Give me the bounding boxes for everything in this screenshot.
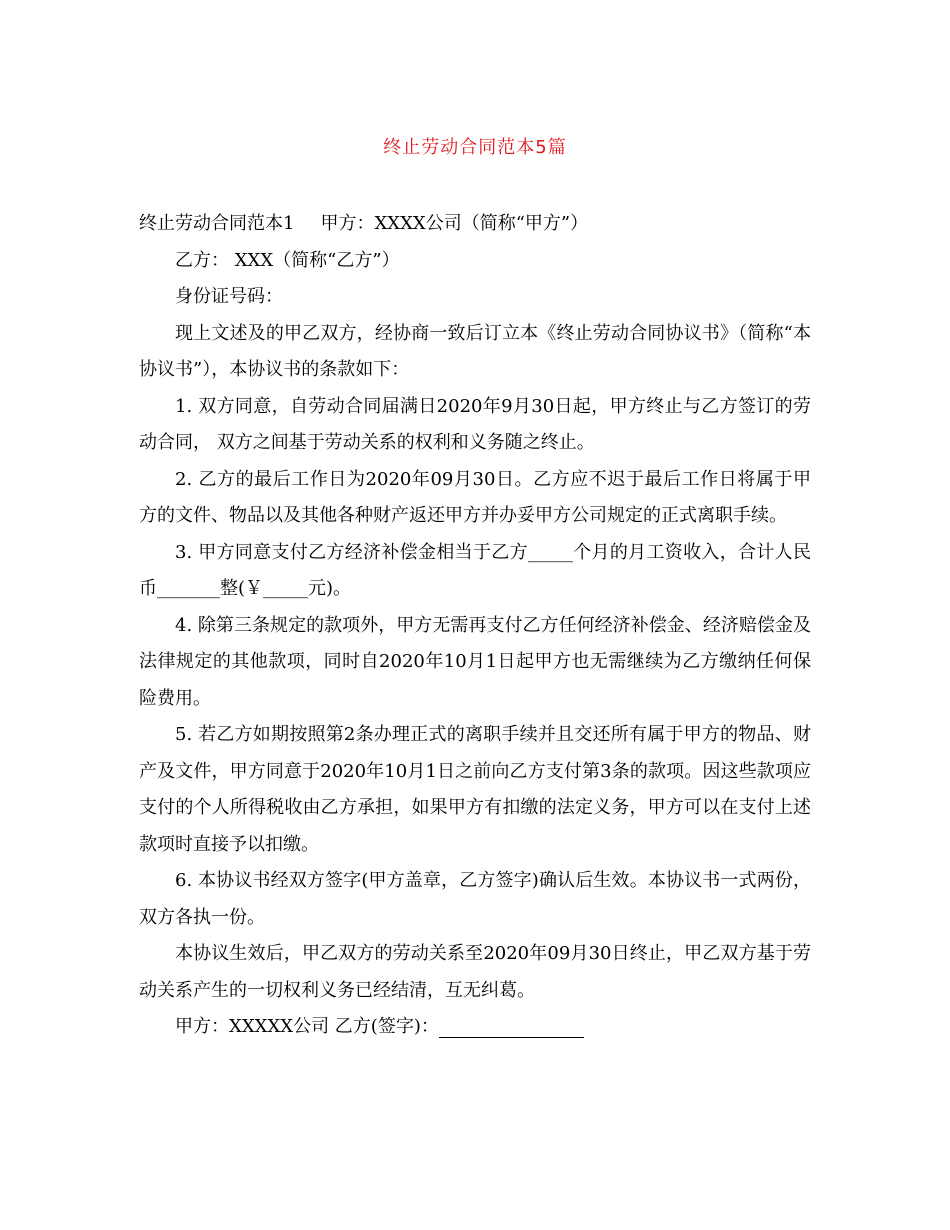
clause-3: 3. 甲方同意支付乙方经济补偿金相当于乙方_____个月的月工资收入，合计人民币_______整(￥_____元)。 [139, 541, 811, 599]
signature-label: 甲方：XXXXX公司 乙方(签字)： [175, 1016, 439, 1037]
id-number-line: 身份证号码： [175, 286, 283, 307]
clause-4: 4. 除第三条规定的款项外，甲方无需再支付乙方任何经济补偿金、经济赔偿金及法律规定的其他款项，同时自2020年10月1日起甲方也无需继续为乙方缴纳任何保险费用。 [139, 614, 811, 709]
document-body [139, 206, 811, 1046]
clause-2: 2. 乙方的最后工作日为2020年09月30日。乙方应不迟于最后工作日将属于甲方的文件、物品以及其他各种财产返还甲方并办妥甲方公司规定的正式离职手续。 [139, 468, 811, 526]
closing-paragraph: 本协议生效后，甲乙双方的劳动关系至2020年09月30日终止，甲乙双方基于劳动关系产生的一切权利义务已经结清，互无纠葛。 [139, 943, 811, 1001]
signature-row [139, 1009, 811, 1046]
clause-6: 6. 本协议书经双方签字(甲方盖章，乙方签字)确认后生效。本协议书一式两份，双方各执一份。 [139, 870, 811, 928]
clause-1: 1. 双方同意，自劳动合同届满日2020年9月30日起，甲方终止与乙方签订的劳动合同， 双方之间基于劳动关系的权利和义务随之终止。 [139, 395, 811, 453]
sample-heading: 终止劳动合同范本1 [139, 213, 295, 234]
document-title: 终止劳动合同范本5篇 [383, 137, 567, 158]
party-b-line: 乙方： XXX（简称“乙方”） [175, 249, 400, 271]
first-line [139, 206, 811, 243]
signature-blank-line [439, 1015, 584, 1038]
party-a-line: 甲方：XXXX公司（简称“甲方”） [320, 213, 589, 234]
intro-paragraph: 现上文述及的甲乙双方，经协商一致后订立本《终止劳动合同协议书》（简称“本协议书”），本协议书的条款如下： [139, 322, 811, 380]
clause-5: 5. 若乙方如期按照第2条办理正式的离职手续并且交还所有属于甲方的物品、财产及文件，甲方同意于2020年10月1日之前向乙方支付第3条的款项。因这些款项应支付的个人所得税收由乙方承担，如果甲方有扣缴的法定义务，甲方可以在支付上述款项时直接予以扣缴。 [139, 724, 811, 855]
